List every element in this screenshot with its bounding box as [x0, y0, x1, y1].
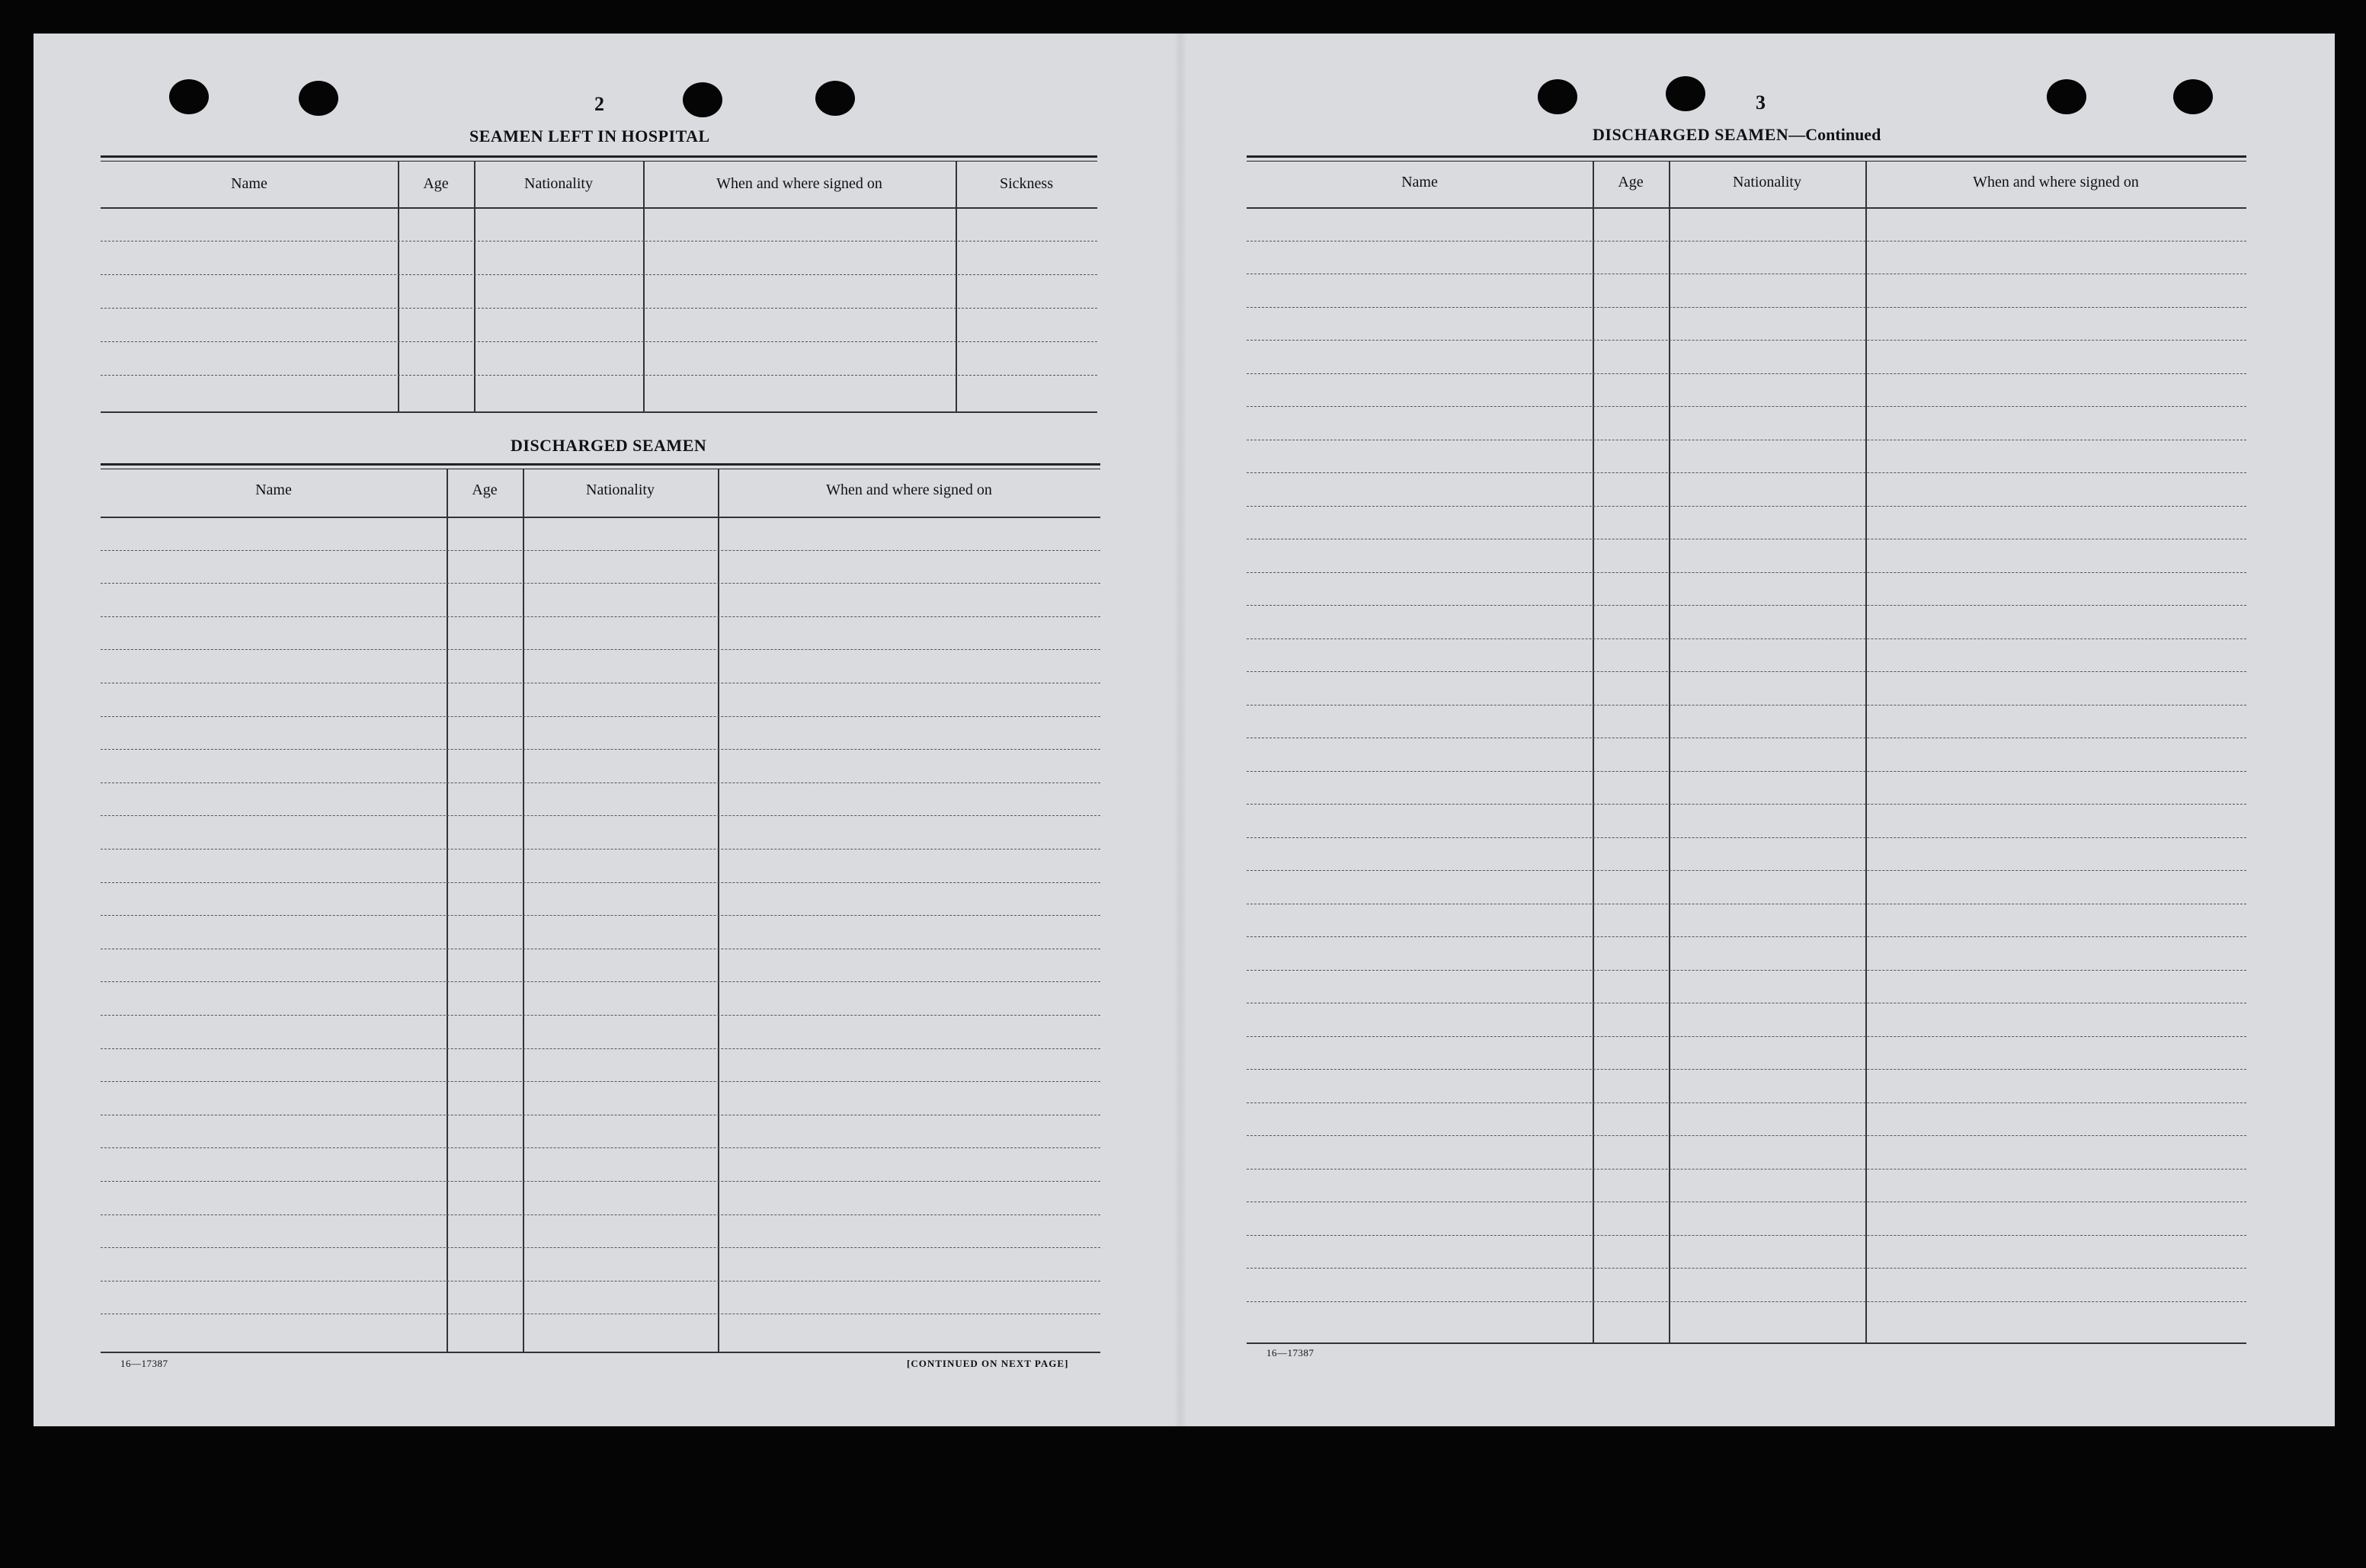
column-header: Nationality	[586, 482, 655, 498]
discharged-section-title: DISCHARGED SEAMEN	[511, 436, 707, 455]
row-divider	[101, 1048, 1100, 1049]
row-divider	[101, 782, 1100, 783]
punch-hole	[2173, 79, 2213, 114]
row-divider	[1247, 870, 2246, 871]
row-divider	[1247, 572, 2246, 573]
discharged-row	[101, 849, 1100, 882]
hospital-row	[101, 241, 1097, 274]
discharged-row	[101, 683, 1100, 716]
row-divider	[101, 341, 1097, 342]
punch-hole	[1666, 76, 1705, 111]
row-divider	[1247, 340, 2246, 341]
row-divider	[101, 616, 1100, 617]
discharged-row	[101, 616, 1100, 650]
row-divider	[1247, 936, 2246, 937]
discharged-row	[1247, 705, 2246, 738]
discharged-row	[1247, 1301, 2246, 1335]
column-header: When and where signed on	[716, 175, 882, 192]
continued-note: [CONTINUED ON NEXT PAGE]	[907, 1358, 1069, 1369]
discharged-row	[1247, 274, 2246, 307]
page-fold	[1173, 34, 1187, 1426]
discharged-row	[101, 716, 1100, 750]
discharged-row	[101, 1314, 1100, 1347]
discharged-row	[1247, 539, 2246, 572]
discharged-row	[101, 782, 1100, 816]
discharged-row	[101, 1181, 1100, 1214]
discharged-row	[101, 815, 1100, 849]
punch-hole	[169, 79, 209, 114]
row-divider	[101, 882, 1100, 883]
discharged-row	[101, 1081, 1100, 1115]
hospital-row	[101, 341, 1097, 375]
discharged-row	[101, 1048, 1100, 1082]
page-number-right: 3	[1756, 91, 1766, 114]
row-divider	[101, 815, 1100, 816]
hospital-table	[101, 155, 1097, 413]
row-divider	[101, 1081, 1100, 1082]
discharged-row	[1247, 738, 2246, 771]
row-divider	[101, 308, 1097, 309]
discharged-row	[101, 1015, 1100, 1048]
row-divider	[101, 749, 1100, 750]
column-header: Name	[255, 482, 292, 498]
form-number-left: 16—17387	[120, 1358, 168, 1369]
discharged-row	[1247, 472, 2246, 506]
row-divider	[1247, 1268, 2246, 1269]
discharged-row	[101, 882, 1100, 916]
column-header: Sickness	[1000, 175, 1053, 192]
row-divider	[101, 981, 1100, 982]
form-number-right: 16—17387	[1266, 1347, 1314, 1358]
hospital-row	[101, 308, 1097, 341]
discharged-row	[1247, 1268, 2246, 1301]
row-divider	[1247, 605, 2246, 606]
row-divider	[101, 716, 1100, 717]
row-divider	[1247, 1235, 2246, 1236]
row-divider	[1247, 837, 2246, 838]
row-divider	[101, 550, 1100, 551]
discharged-row	[1247, 440, 2246, 473]
discharged-row	[1247, 1202, 2246, 1235]
discharged-row	[1247, 804, 2246, 837]
discharged-row	[101, 1147, 1100, 1181]
discharged-table-right	[1247, 155, 2246, 1344]
row-divider	[1247, 638, 2246, 639]
row-divider	[1247, 373, 2246, 374]
column-header: Nationality	[524, 175, 593, 192]
discharged-row	[101, 517, 1100, 550]
punch-hole	[1538, 79, 1577, 114]
discharged-row	[101, 649, 1100, 683]
row-divider	[1247, 1102, 2246, 1103]
row-divider	[1247, 705, 2246, 706]
column-header: Name	[231, 175, 267, 192]
row-divider	[1247, 970, 2246, 971]
column-header: When and where signed on	[1973, 174, 2139, 190]
discharged-row	[101, 583, 1100, 616]
row-divider	[101, 241, 1097, 242]
column-header: Age	[423, 175, 449, 192]
discharged-row	[101, 1281, 1100, 1314]
discharged-row	[1247, 1235, 2246, 1269]
discharged-row	[1247, 307, 2246, 341]
punch-hole	[299, 81, 338, 116]
row-divider	[101, 1281, 1100, 1282]
discharged-row	[101, 1247, 1100, 1281]
discharged-row	[1247, 1003, 2246, 1036]
row-divider	[1247, 804, 2246, 805]
row-divider	[1247, 241, 2246, 242]
row-divider	[101, 915, 1100, 916]
discharged-row	[1247, 340, 2246, 373]
row-divider	[101, 1015, 1100, 1016]
discharged-row	[1247, 241, 2246, 274]
row-divider	[101, 1181, 1100, 1182]
discharged-row	[101, 1115, 1100, 1148]
discharged-continued-title	[1593, 125, 1881, 145]
row-divider	[1247, 1036, 2246, 1037]
hospital-row	[101, 274, 1097, 308]
discharged-row	[101, 981, 1100, 1015]
discharged-row	[1247, 771, 2246, 805]
discharged-row	[101, 1214, 1100, 1248]
row-divider	[1247, 771, 2246, 772]
punch-hole	[815, 81, 855, 116]
discharged-row	[1247, 671, 2246, 705]
hospital-section-title: SEAMEN LEFT IN HOSPITAL	[469, 126, 710, 146]
discharged-row	[1247, 970, 2246, 1003]
row-divider	[1247, 472, 2246, 473]
discharged-row	[1247, 1135, 2246, 1169]
discharged-row	[101, 949, 1100, 982]
row-divider	[101, 1214, 1100, 1215]
row-divider	[101, 583, 1100, 584]
punch-hole	[2047, 79, 2086, 114]
row-divider	[1247, 671, 2246, 672]
discharged-row	[1247, 406, 2246, 440]
row-divider	[1247, 1169, 2246, 1170]
discharged-continued-title-main: DISCHARGED SEAMEN	[1593, 125, 1789, 144]
row-divider	[101, 274, 1097, 275]
discharged-continued-title-suffix: —Continued	[1788, 125, 1881, 144]
punch-hole	[683, 82, 722, 117]
discharged-row	[1247, 506, 2246, 539]
row-divider	[1247, 406, 2246, 407]
hospital-row	[101, 207, 1097, 241]
column-header: Name	[1401, 174, 1438, 190]
column-header: Age	[472, 482, 498, 498]
discharged-row	[1247, 1036, 2246, 1070]
column-header: Age	[1618, 174, 1644, 190]
discharged-row	[1247, 837, 2246, 871]
row-divider	[101, 375, 1097, 376]
row-divider	[101, 649, 1100, 650]
row-divider	[1247, 1135, 2246, 1136]
discharged-row	[1247, 207, 2246, 241]
discharged-row	[1247, 638, 2246, 672]
row-divider	[101, 849, 1100, 850]
discharged-row	[1247, 373, 2246, 407]
row-divider	[101, 1147, 1100, 1148]
discharged-row	[1247, 1069, 2246, 1102]
row-divider	[101, 1247, 1100, 1248]
discharged-row	[1247, 1102, 2246, 1136]
discharged-row	[1247, 572, 2246, 606]
column-header: When and where signed on	[826, 482, 992, 498]
row-divider	[1247, 1301, 2246, 1302]
discharged-row	[1247, 870, 2246, 904]
discharged-row	[101, 550, 1100, 584]
row-divider	[1247, 307, 2246, 308]
page-number-left: 2	[594, 93, 604, 115]
discharged-row	[1247, 904, 2246, 937]
discharged-row	[1247, 1169, 2246, 1202]
discharged-row	[1247, 605, 2246, 638]
row-divider	[1247, 1069, 2246, 1070]
discharged-row	[101, 915, 1100, 949]
row-divider	[1247, 506, 2246, 507]
column-header: Nationality	[1733, 174, 1801, 190]
discharged-row	[1247, 936, 2246, 970]
discharged-table-left	[101, 463, 1100, 1350]
discharged-row	[101, 749, 1100, 782]
hospital-row	[101, 375, 1097, 408]
